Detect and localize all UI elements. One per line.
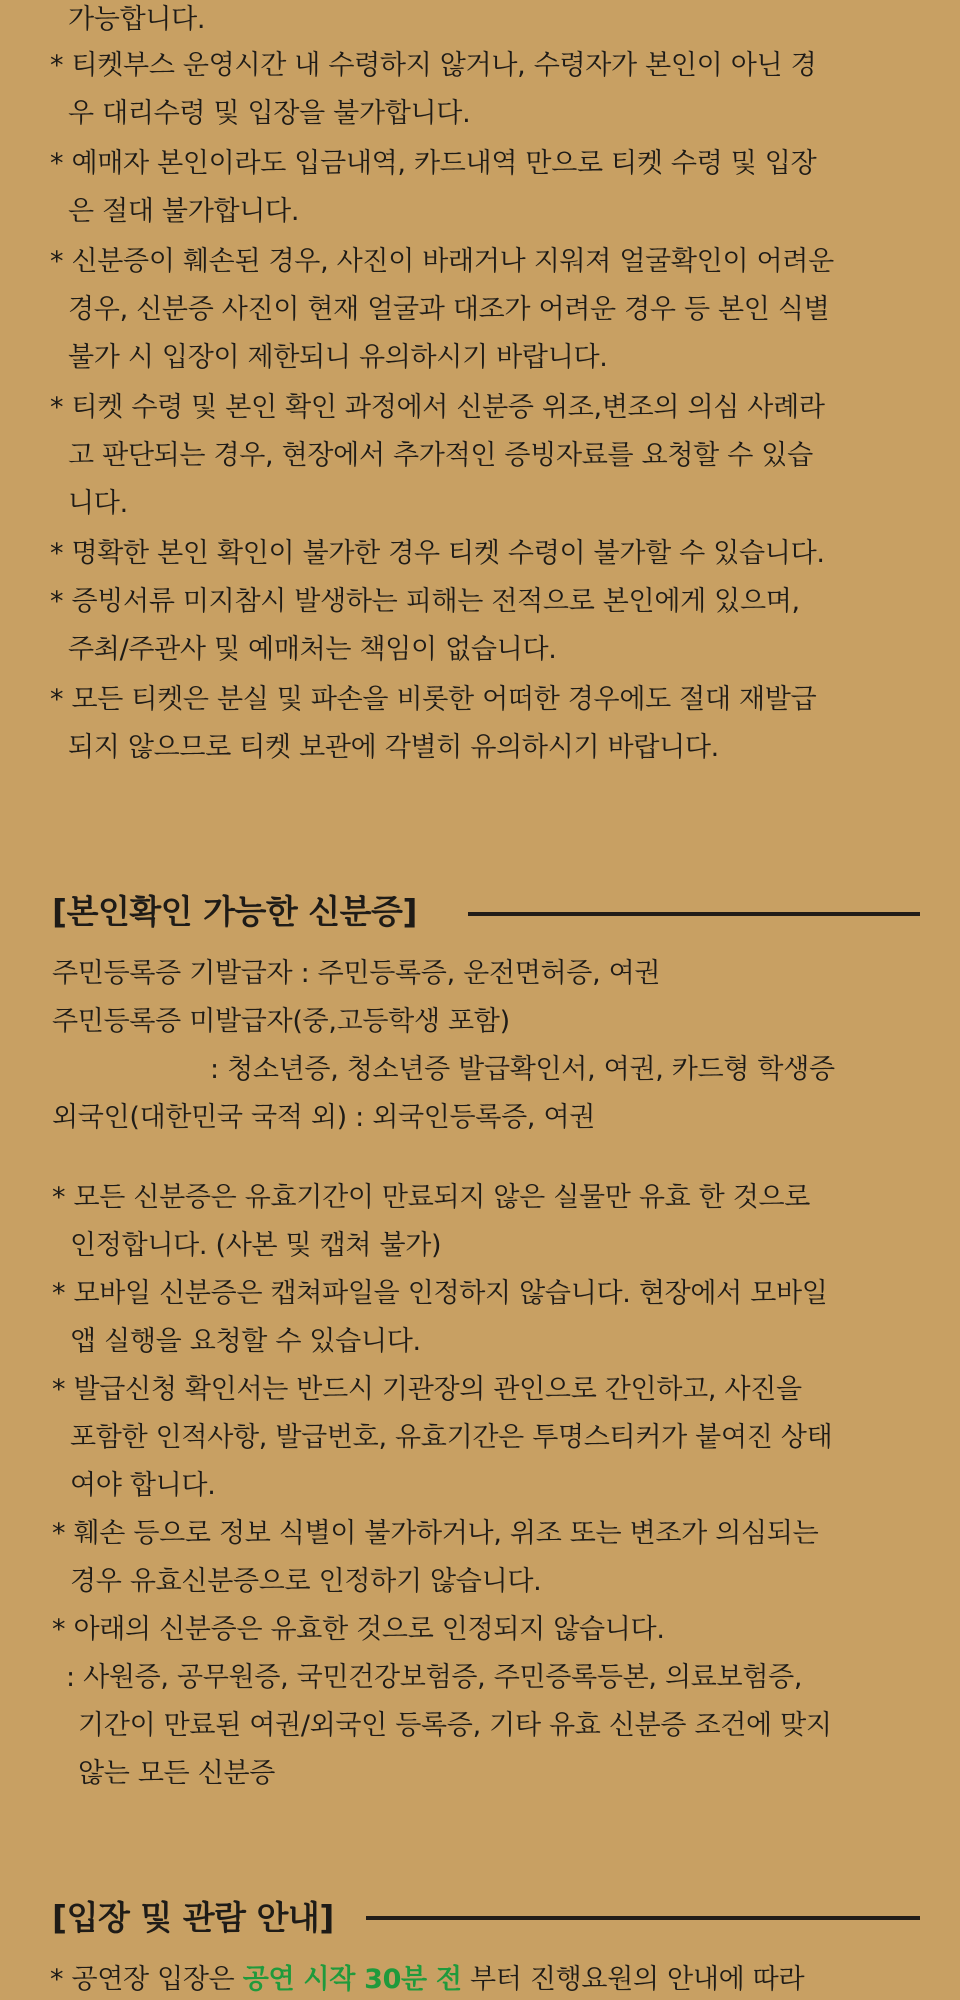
id-note-line: 경우 유효신분증으로 인정하기 않습니다. (70, 1566, 542, 1597)
notice-line: * 티켓부스 운영시간 내 수령하지 않거나, 수령자가 본인이 아닌 경 (50, 50, 817, 81)
entry-line-prefix: * 공연장 입장은 (50, 1964, 243, 1995)
notice-line: * 증빙서류 미지참시 발생하는 피해는 전적으로 본인에게 있으며, (50, 586, 800, 617)
notice-line: 고 판단되는 경우, 현장에서 추가적인 증빙자료를 요청할 수 있습 (68, 440, 813, 471)
notice-line: 불가 시 입장이 제한되니 유의하시기 바랍니다. (68, 342, 608, 373)
section-title-entry: [입장 및 관람 안내] (52, 1898, 334, 1937)
id-line: 주민등록증 기발급자 : 주민등록증, 운전면허증, 여권 (52, 958, 661, 989)
entry-time-highlight: 공연 시작 30분 전 (242, 1964, 462, 1995)
notice-line: 경우, 신분증 사진이 현재 얼굴과 대조가 어려운 경우 등 본인 식별 (68, 294, 830, 325)
section-divider (366, 1916, 920, 1920)
id-note-line: 않는 모든 신분증 (78, 1758, 276, 1789)
notice-line: 가능합니다. (68, 4, 206, 35)
id-note-line: 포함한 인적사항, 발급번호, 유효기간은 투명스티커가 붙여진 상태 (70, 1422, 833, 1453)
section-divider (468, 912, 920, 916)
notice-line: * 티켓 수령 및 본인 확인 과정에서 신분증 위조,변조의 의심 사례라 (50, 392, 825, 423)
id-note-line: 기간이 만료된 여권/외국인 등록증, 기타 유효 신분증 조건에 맞지 (78, 1710, 832, 1741)
id-note-line: * 모바일 신분증은 캡쳐파일을 인정하지 않습니다. 현장에서 모바일 (52, 1278, 828, 1309)
notice-line: 우 대리수령 및 입장을 불가합니다. (68, 98, 471, 129)
id-note-line: * 발급신청 확인서는 반드시 기관장의 관인으로 간인하고, 사진을 (52, 1374, 802, 1405)
id-note-line: 인정합니다. (사본 및 캡쳐 불가) (70, 1230, 442, 1261)
notice-line: * 명확한 본인 확인이 불가한 경우 티켓 수령이 불가할 수 있습니다. (50, 538, 825, 569)
notice-line: 되지 않으므로 티켓 보관에 각별히 유의하시기 바랍니다. (68, 732, 719, 763)
notice-line: * 예매자 본인이라도 입금내역, 카드내역 만으로 티켓 수령 및 입장 (50, 148, 817, 179)
id-note-line: 앱 실행을 요청할 수 있습니다. (70, 1326, 421, 1357)
entry-line (50, 1962, 804, 1998)
id-line: : 청소년증, 청소년증 발급확인서, 여권, 카드형 학생증 (210, 1054, 835, 1085)
id-note-line: * 아래의 신분증은 유효한 것으로 인정되지 않습니다. (52, 1614, 665, 1645)
id-line: 외국인(대한민국 국적 외) : 외국인등록증, 여권 (52, 1102, 596, 1133)
id-note-line: : 사원증, 공무원증, 국민건강보험증, 주민증록등본, 의료보험증, (66, 1662, 803, 1693)
notice-line: 니다. (68, 488, 128, 519)
notice-line: 은 절대 불가합니다. (68, 196, 300, 227)
notice-line: * 모든 티켓은 분실 및 파손을 비롯한 어떠한 경우에도 절대 재발급 (50, 684, 817, 715)
notice-line: * 신분증이 훼손된 경우, 사진이 바래거나 지워져 얼굴확인이 어려운 (50, 246, 834, 277)
id-note-line: * 모든 신분증은 유효기간이 만료되지 않은 실물만 유효 한 것으로 (52, 1182, 811, 1213)
id-note-line: * 훼손 등으로 정보 식별이 불가하거나, 위조 또는 변조가 의심되는 (52, 1518, 819, 1549)
id-line: 주민등록증 미발급자(중,고등학생 포함) (52, 1006, 510, 1037)
id-note-line: 여야 합니다. (70, 1470, 216, 1501)
entry-line-suffix: 부터 진행요원의 안내에 따라 (461, 1964, 805, 1995)
section-title-id: [본인확인 가능한 신분증] (52, 892, 417, 931)
notice-line: 주최/주관사 및 예매처는 책임이 없습니다. (68, 634, 557, 665)
